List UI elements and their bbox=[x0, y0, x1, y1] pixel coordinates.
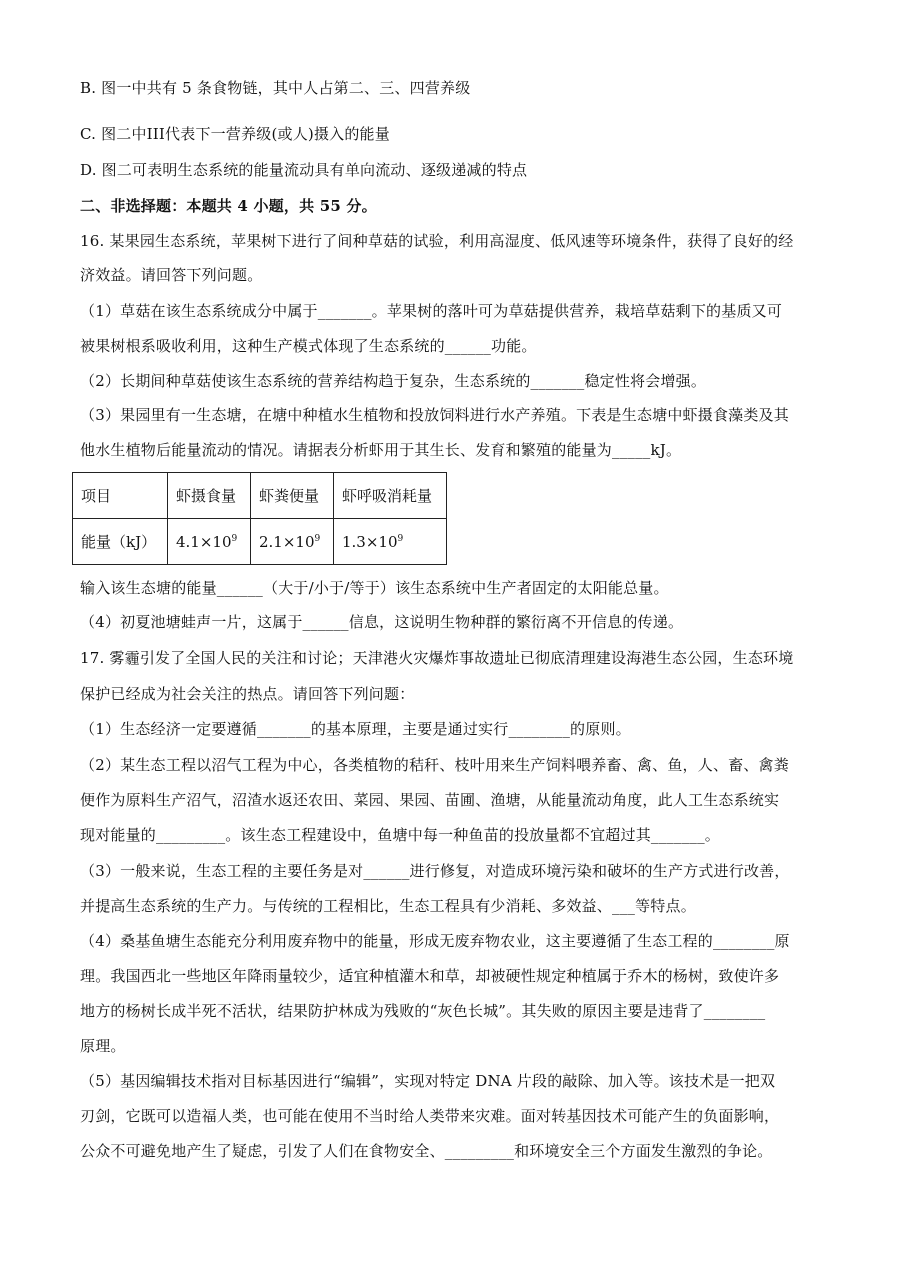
option-c: C. 图二中III代表下一营养级(或人)摄入的能量 bbox=[80, 125, 390, 143]
question-16-stem-line1: 16. 某果园生态系统，苹果树下进行了间种草菇的试验，利用高湿度、低风速等环境条件，获得了良好的经 bbox=[80, 232, 794, 250]
question-17-part4-line2: 理。我国西北一些地区年降雨量较少，适宜种植灌木和草，却被硬性规定种植属于乔木的杨树，致使许多 bbox=[80, 967, 780, 985]
question-17-part4-line4: 原理。 bbox=[80, 1037, 126, 1055]
table-cell bbox=[334, 519, 447, 565]
question-17-part2-line1: （2）某生态工程以沼气工程为中心，各类植物的秸秆、枝叶用来生产饲料喂养畜、禽、鱼，人、畜、禽粪 bbox=[80, 756, 789, 774]
table-header-row bbox=[73, 473, 447, 519]
value-base: 2.1×10 bbox=[259, 532, 315, 551]
question-17-part4-line1: （4）桑基鱼塘生态能充分利用废弃物中的能量，形成无废弃物农业，这主要遵循了生态工程的________原 bbox=[80, 932, 790, 950]
question-16-part3-line2: 他水生植物后能量流动的情况。请据表分析虾用于其生长、发育和繁殖的能量为_____kJ。 bbox=[80, 441, 682, 459]
question-17-part1: （1）生态经济一定要遵循_______的基本原理，主要是通过实行________的原则。 bbox=[80, 720, 631, 738]
option-d: D. 图二可表明生态系统的能量流动具有单向流动、逐级递减的特点 bbox=[80, 161, 528, 179]
table-cell bbox=[251, 519, 334, 565]
value-exponent: 9 bbox=[231, 533, 238, 544]
table-row-label: 能量（kJ） bbox=[73, 519, 168, 565]
question-17-part4-line3: 地方的杨树长成半死不活状，结果防护林成为残败的“灰色长城”。其失败的原因主要是违背了________ bbox=[80, 1002, 766, 1020]
question-17-part2-line3: 现对能量的_________。该生态工程建设中，鱼塘中每一种鱼苗的投放量都不宜超过其_______。 bbox=[80, 826, 721, 844]
question-16-part3-line3: 输入该生态塘的能量______（大于/小于/等于）该生态系统中生产者固定的太阳能总量。 bbox=[80, 579, 669, 597]
question-16-part1-line1: （1）草菇在该生态系统成分中属于_______。苹果树的落叶可为草菇提供营养，栽培草菇剩下的基质又可 bbox=[80, 302, 783, 320]
value-exponent: 9 bbox=[397, 533, 404, 544]
question-17-part5-line1: （5）基因编辑技术指对目标基因进行“编辑”，实现对特定 DNA 片段的敲除、加入等。该技术是一把双 bbox=[80, 1072, 776, 1090]
table-header-cell: 虾摄食量 bbox=[168, 473, 251, 519]
question-16-part1-line2: 被果树根系吸收利用，这种生产模式体现了生态系统的______功能。 bbox=[80, 337, 537, 355]
question-17-part2-line2: 便作为原料生产沼气，沼渣水返还农田、菜园、果园、苗圃、渔塘，从能量流动角度，此人工生态系统实 bbox=[80, 791, 780, 809]
table-header-cell: 虾粪便量 bbox=[251, 473, 334, 519]
table-header-cell: 项目 bbox=[73, 473, 168, 519]
question-17-stem-line1: 17. 雾霾引发了全国人民的关注和讨论；天津港火灾爆炸事故遗址已彻底清理建设海港生态公园，生态环境 bbox=[80, 649, 794, 667]
value-base: 1.3×10 bbox=[342, 532, 398, 551]
question-16-part4: （4）初夏池塘蛙声一片，这属于______信息，这说明生物种群的繁衍离不开信息的传递。 bbox=[80, 613, 684, 631]
question-17-part3-line2: 并提高生态系统的生产力。与传统的工程相比，生态工程具有少消耗、多效益、___等特点。 bbox=[80, 897, 696, 915]
section-heading: 二、非选择题：本题共 4 小题，共 55 分。 bbox=[80, 197, 377, 215]
question-16-part3-line1: （3）果园里有一生态塘，在塘中种植水生植物和投放饲料进行水产养殖。下表是生态塘中虾摄食藻类及其 bbox=[80, 406, 789, 424]
question-17-part5-line3: 公众不可避免地产生了疑虑，引发了人们在食物安全、_________和环境安全三个方面发生激烈的争论。 bbox=[80, 1142, 773, 1160]
option-b: B. 图一中共有 5 条食物链，其中人占第二、三、四营养级 bbox=[80, 79, 471, 97]
question-16-part2: （2）长期间种草菇使该生态系统的营养结构趋于复杂，生态系统的_______稳定性将会增强。 bbox=[80, 372, 707, 390]
table-header-cell: 虾呼吸消耗量 bbox=[334, 473, 447, 519]
question-17-part3-line1: （3）一般来说，生态工程的主要任务是对______进行修复，对造成环境污染和破坏的生产方式进行改善， bbox=[80, 862, 790, 880]
table-cell bbox=[168, 519, 251, 565]
energy-table bbox=[72, 472, 447, 565]
question-16-stem-line2: 济效益。请回答下列问题。 bbox=[80, 266, 263, 284]
question-17-part5-line2: 刃剑，它既可以造福人类，也可能在使用不当时给人类带来灾难。面对转基因技术可能产生的负面影响， bbox=[80, 1107, 780, 1125]
value-exponent: 9 bbox=[314, 533, 321, 544]
value-base: 4.1×10 bbox=[176, 532, 232, 551]
question-17-stem-line2: 保护已经成为社会关注的热点。请回答下列问题： bbox=[80, 685, 415, 703]
table-row bbox=[73, 519, 447, 565]
